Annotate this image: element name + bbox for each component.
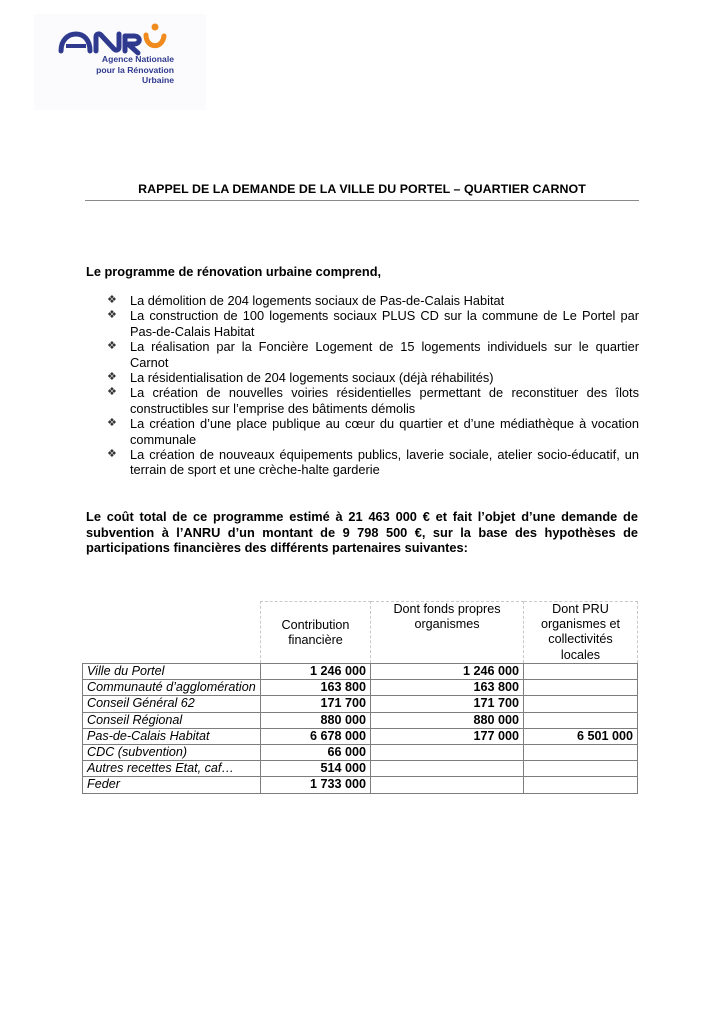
list-item <box>107 293 639 308</box>
table-header-row <box>83 602 638 664</box>
list-item <box>107 416 639 447</box>
list-item <box>107 308 639 339</box>
anru-wordmark-icon <box>58 22 170 56</box>
table-row <box>83 664 638 680</box>
table-row <box>83 777 638 793</box>
anru-logo <box>34 14 206 110</box>
fonds-propres-value <box>371 761 524 777</box>
diamond-bullet-icon: ❖ <box>107 371 117 384</box>
contribution-value: 1 733 000 <box>261 777 371 793</box>
diamond-bullet-icon: ❖ <box>107 294 117 306</box>
contribution-value: 880 000 <box>261 712 371 728</box>
list-item-text: La création d’une place publique au cœur du quartier et d’une médiathèque à vocation communale <box>130 416 639 447</box>
partner-name: Autres recettes Etat, caf… <box>83 761 261 777</box>
partner-name: Feder <box>83 777 261 793</box>
contribution-value: 514 000 <box>261 761 371 777</box>
fonds-propres-value <box>371 745 524 761</box>
partner-name: CDC (subvention) <box>83 745 261 761</box>
list-item <box>107 447 639 478</box>
diamond-bullet-icon: ❖ <box>107 448 117 461</box>
partner-name: Ville du Portel <box>83 664 261 680</box>
logo-subtitle-line: Agence Nationale <box>101 54 174 64</box>
header-empty <box>83 602 261 664</box>
pru-value <box>524 761 638 777</box>
logo-subtitle-line: pour la Rénovation <box>96 64 174 75</box>
cost-paragraph: Le coût total de ce programme estimé à 21 463 000 € et fait l’objet d’une demande de subvention à l’ANRU d’un montant de 9 798 500 €, sur la base des hypothèses de participations financières des différents partenaires suivantes: <box>86 509 638 555</box>
list-item-text: La démolition de 204 logements sociaux de Pas-de-Calais Habitat <box>130 293 505 308</box>
header-fonds-propres: Dont fonds propres organismes <box>371 602 524 664</box>
program-intro: Le programme de rénovation urbaine comprend, <box>86 264 382 279</box>
logo-subtitle <box>34 54 174 86</box>
partner-name: Communauté d’agglomération <box>83 680 261 696</box>
contribution-value: 163 800 <box>261 680 371 696</box>
fonds-propres-value: 177 000 <box>371 728 524 744</box>
contribution-value: 171 700 <box>261 696 371 712</box>
diamond-bullet-icon: ❖ <box>107 340 117 353</box>
pru-value <box>524 680 638 696</box>
list-item <box>107 339 639 370</box>
program-list <box>107 293 639 478</box>
pru-value <box>524 745 638 761</box>
partner-name: Conseil Général 62 <box>83 696 261 712</box>
table-row <box>83 696 638 712</box>
contribution-value: 1 246 000 <box>261 664 371 680</box>
diamond-bullet-icon: ❖ <box>107 417 117 430</box>
header-pru: Dont PRU organismes et collectivités locales <box>524 602 638 664</box>
document-title: RAPPEL DE LA DEMANDE DE LA VILLE DU PORTEL – QUARTIER CARNOT <box>138 182 586 196</box>
pru-value <box>524 664 638 680</box>
table-row <box>83 761 638 777</box>
pru-value <box>524 777 638 793</box>
contribution-value: 6 678 000 <box>261 728 371 744</box>
table-row <box>83 680 638 696</box>
list-item-text: La création de nouveaux équipements publics, laverie sociale, atelier socio-éducatif, un terrain de sport et une crèche-halte garderie <box>130 447 639 478</box>
fonds-propres-value: 163 800 <box>371 680 524 696</box>
fonds-propres-value <box>371 777 524 793</box>
logo-subtitle-line: Urbaine <box>142 75 174 85</box>
list-item-text: La création de nouvelles voiries résidentielles permettant de reconstituer des îlots constructibles sur l’emprise des bâtiments démolis <box>130 385 639 416</box>
table-row <box>83 745 638 761</box>
header-contribution: Contribution financière <box>261 602 371 664</box>
list-item <box>107 370 639 385</box>
pru-value <box>524 712 638 728</box>
pru-value: 6 501 000 <box>524 728 638 744</box>
fonds-propres-value: 171 700 <box>371 696 524 712</box>
fonds-propres-value: 880 000 <box>371 712 524 728</box>
fonds-propres-value: 1 246 000 <box>371 664 524 680</box>
list-item-text: La construction de 100 logements sociaux PLUS CD sur la commune de Le Portel par Pas-de-Calais Habitat <box>130 308 639 339</box>
partner-name: Pas-de-Calais Habitat <box>83 728 261 744</box>
financing-table <box>82 601 638 794</box>
diamond-bullet-icon: ❖ <box>107 386 117 399</box>
table-row <box>83 728 638 744</box>
list-item-text: La réalisation par la Foncière Logement de 15 logements individuels sur le quartier Carnot <box>130 339 639 370</box>
partner-name: Conseil Régional <box>83 712 261 728</box>
list-item-text: La résidentialisation de 204 logements sociaux (déjà réhabilités) <box>130 370 494 386</box>
contribution-value: 66 000 <box>261 745 371 761</box>
diamond-bullet-icon: ❖ <box>107 309 117 322</box>
list-item <box>107 385 639 416</box>
table-row <box>83 712 638 728</box>
pru-value <box>524 696 638 712</box>
title-underline <box>85 200 639 201</box>
